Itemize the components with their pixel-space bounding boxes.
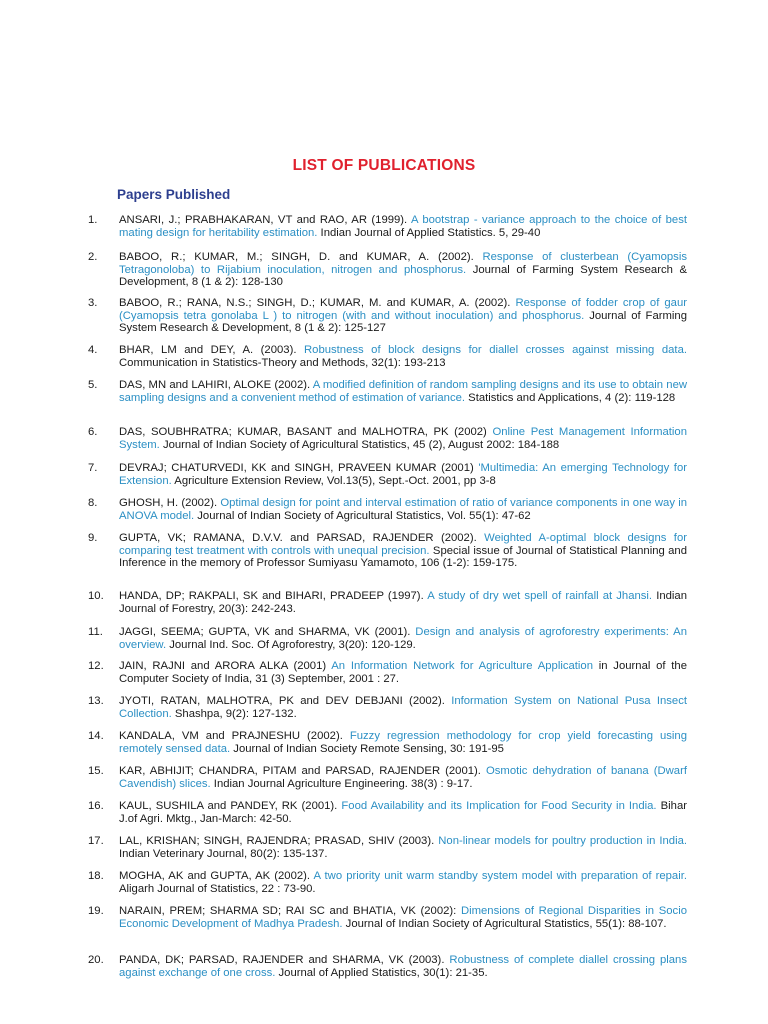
publication-item — [0, 297, 687, 335]
publication-title-link: Robustness of block designs for diallel crosses against missing data. — [304, 344, 687, 356]
publication-number: 18. — [88, 870, 104, 882]
publication-title-link: Response of fodder crop of gaur (Cyamopsis tetra gonolaba L ) to nitrogen (with and without inoculation) and phosphorus. — [119, 297, 688, 322]
publication-item — [0, 251, 687, 289]
publication-number: 2. — [88, 251, 98, 263]
publication-number: 5. — [88, 379, 98, 391]
section-heading: Papers Published — [117, 187, 231, 202]
publication-source: Special issue of Journal of Statistical Planning and Inference in the memory of Professor Sumiyasu Yamamoto, 106 (1-2): 159-175. — [119, 544, 687, 570]
publication-item — [0, 344, 687, 369]
publication-title-link: Robustness of complete diallel crossing plans against exchange of one cross. — [119, 954, 687, 979]
publication-authors: BABOO, R.; KUMAR, M.; SINGH, D. and KUMAR, A. (2002). — [119, 251, 483, 263]
publication-text — [119, 344, 687, 369]
publication-number: 12. — [88, 660, 104, 672]
publication-authors: HANDA, DP; RAKPALI, SK and BIHARI, PRADEEP (1997). — [119, 590, 428, 602]
publication-title-link: A two priority unit warm standby system model with preparation of repair. — [313, 870, 687, 882]
publication-item — [0, 695, 687, 720]
publication-item — [0, 497, 687, 522]
publication-source: in Journal of the Computer Society of India, 31 (3) September, 2001 : 27. — [119, 660, 687, 685]
publication-authors: DAS, MN and LAHIRI, ALOKE (2002). — [119, 379, 313, 391]
publication-number: 15. — [88, 765, 104, 777]
publication-item — [0, 800, 687, 825]
publication-authors: DAS, SOUBHRATRA; KUMAR, BASANT and MALHOTRA, PK (2002) — [119, 426, 493, 438]
publication-text — [119, 462, 687, 487]
publication-title-link: Response of clusterbean (Cyamopsis Tetragonoloba) to Rijabium inoculation, nitrogen and phosphorus. — [119, 251, 687, 276]
publication-text — [119, 214, 687, 239]
publication-authors: GHOSH, H. (2002). — [119, 497, 221, 509]
publication-item — [0, 626, 687, 651]
publication-text — [119, 590, 687, 615]
publication-source: Journal Ind. Soc. Of Agroforestry, 3(20): 120-129. — [166, 638, 416, 651]
publication-number: 10. — [88, 590, 104, 602]
publication-item — [0, 870, 687, 895]
publication-title-link: Food Availability and its Implication for Food Security in India. — [341, 800, 657, 812]
publication-source: Communication in Statistics-Theory and Methods, 32(1): 193-213 — [119, 356, 446, 369]
publication-number: 9. — [88, 532, 98, 544]
publication-authors: GUPTA, VK; RAMANA, D.V.V. and PARSAD, RAJENDER (2002). — [119, 532, 485, 544]
publication-source: Indian Journal of Applied Statistics. 5, 29-40 — [317, 226, 541, 239]
publication-number: 19. — [88, 905, 104, 917]
publication-source: Indian Journal Agriculture Engineering. 38(3) : 9-17. — [210, 777, 473, 790]
publication-title-link: Osmotic dehydration of banana (Dwarf Cavendish) slices. — [119, 765, 687, 790]
publication-text — [119, 870, 687, 895]
publication-item — [0, 835, 687, 860]
publication-title-link: Dimensions of Regional Disparities in Socio Economic Development of Madhya Pradesh. — [119, 905, 687, 930]
publication-title-link: Optimal design for point and interval estimation of ratio of variance components in one way in ANOVA model. — [119, 497, 687, 522]
publication-text — [119, 905, 687, 930]
publication-item — [0, 730, 687, 755]
publication-item — [0, 660, 687, 685]
publication-item — [0, 462, 687, 487]
publication-authors: KANDALA, VM and PRAJNESHU (2002). — [119, 730, 350, 742]
publication-text — [119, 660, 687, 685]
publication-text — [119, 800, 687, 825]
publication-number: 13. — [88, 695, 104, 707]
publication-text — [119, 497, 687, 522]
publication-source: Journal of Applied Statistics, 30(1): 21-35. — [275, 966, 488, 979]
publication-text — [119, 835, 687, 860]
publication-authors: KAUL, SUSHILA and PANDEY, RK (2001). — [119, 800, 342, 812]
publication-authors: PANDA, DK; PARSAD, RAJENDER and SHARMA, VK (2003). — [119, 954, 450, 966]
publication-item — [0, 954, 687, 979]
publication-authors: NARAIN, PREM; SHARMA SD; RAI SC and BHATIA, VK (2002): — [119, 905, 461, 917]
publication-source: Statistics and Applications, 4 (2): 119-128 — [465, 391, 676, 404]
publication-authors: KAR, ABHIJIT; CHANDRA, PITAM and PARSAD, RAJENDER (2001). — [119, 765, 486, 777]
publication-authors: JAGGI, SEEMA; GUPTA, VK and SHARMA, VK (2001). — [119, 626, 416, 638]
publication-number: 4. — [88, 344, 98, 356]
publication-title-link: Online Pest Management Information System. — [119, 426, 687, 451]
publication-text — [119, 765, 687, 790]
publication-authors: MOGHA, AK and GUPTA, AK (2002). — [119, 870, 314, 882]
publication-source: Journal of Indian Society Remote Sensing, 30: 191-95 — [230, 742, 504, 755]
publication-title-link: A modified definition of random sampling designs and its use to obtain new sampling designs and a convenient method of estimation of variance. — [119, 379, 688, 404]
publication-item — [0, 214, 687, 239]
publication-authors: ANSARI, J.; PRABHAKARAN, VT and RAO, AR (1999). — [119, 214, 411, 226]
publication-source: Bihar J.of Agri. Mktg., Jan-March: 42-50. — [119, 800, 687, 825]
publication-text — [119, 532, 687, 570]
publication-text — [119, 297, 687, 335]
publication-text — [119, 954, 687, 979]
publication-source: Indian Veterinary Journal, 80(2): 135-137. — [119, 847, 328, 860]
publication-title-link: A study of dry wet spell of rainfall at Jhansi. — [427, 590, 653, 602]
publication-source: Journal of Farming System Research & Development, 8 (1 & 2): 125-127 — [119, 309, 687, 335]
publication-item — [0, 379, 687, 404]
publication-title-link: 'Multimedia: An emerging Technology for Extension. — [119, 462, 687, 487]
publication-authors: JAIN, RAJNI and ARORA ALKA (2001) — [119, 660, 332, 672]
publication-number: 1. — [88, 214, 98, 226]
publication-authors: LAL, KRISHAN; SINGH, RAJENDRA; PRASAD, SHIV (2003). — [119, 835, 439, 847]
publication-item — [0, 590, 687, 615]
publication-source: Agriculture Extension Review, Vol.13(5), Sept.-Oct. 2001, pp 3-8 — [171, 474, 496, 487]
publication-title-link: Design and analysis of agroforestry experiments: An overview. — [119, 626, 688, 651]
publication-item — [0, 765, 687, 790]
publication-authors: BHAR, LM and DEY, A. (2003). — [119, 344, 304, 356]
publication-number: 17. — [88, 835, 104, 847]
publication-text — [119, 695, 687, 720]
publication-source: Journal of Farming System Research & Development, 8 (1 & 2): 128-130 — [119, 263, 687, 289]
publication-number: 8. — [88, 497, 98, 509]
publication-item — [0, 426, 687, 451]
publication-number: 7. — [88, 462, 98, 474]
publication-source: Indian Journal of Forestry, 20(3): 242-243. — [119, 590, 687, 615]
publication-number: 3. — [88, 297, 98, 309]
publication-text — [119, 626, 687, 651]
publication-text — [119, 251, 687, 289]
publication-authors: BABOO, R.; RANA, N.S.; SINGH, D.; KUMAR, M. and KUMAR, A. (2002). — [119, 297, 516, 309]
publication-title-link: Information System on National Pusa Insect Collection. — [119, 695, 687, 720]
publication-authors: JYOTI, RATAN, MALHOTRA, PK and DEV DEBJANI (2002). — [119, 695, 452, 707]
publication-number: 11. — [88, 626, 103, 638]
publication-item — [0, 905, 687, 930]
publication-authors: DEVRAJ; CHATURVEDI, KK and SINGH, PRAVEEN KUMAR (2001) — [119, 462, 479, 474]
publication-number: 14. — [88, 730, 104, 742]
publication-text — [119, 426, 687, 451]
page-title: LIST OF PUBLICATIONS — [292, 157, 476, 174]
publication-source: Journal of Indian Society of Agricultural Statistics, 45 (2), August 2002: 184-188 — [159, 438, 560, 451]
publication-title-link: Non-linear models for poultry production in India. — [438, 835, 688, 847]
publication-text — [119, 379, 687, 404]
publication-title-link: Fuzzy regression methodology for crop yield forecasting using remotely sensed data. — [119, 730, 687, 755]
publication-source: Aligarh Journal of Statistics, 22 : 73-90. — [119, 882, 316, 895]
publication-text — [119, 730, 687, 755]
publication-source: Shashpa, 9(2): 127-132. — [171, 707, 297, 720]
publication-source: Journal of Indian Society of Agricultural Statistics, 55(1): 88-107. — [342, 917, 667, 930]
publication-source: Journal of Indian Society of Agricultural Statistics, Vol. 55(1): 47-62 — [194, 509, 531, 522]
publication-item — [0, 532, 687, 570]
publication-number: 6. — [88, 426, 98, 438]
publication-title-link: Weighted A-optimal block designs for comparing test treatment with controls with unequal precision. — [119, 532, 687, 557]
publication-number: 16. — [88, 800, 104, 812]
publication-title-link: An Information Network for Agriculture Application — [331, 660, 593, 672]
publication-title-link: A bootstrap - variance approach to the choice of best mating design for heritability estimation. — [119, 214, 687, 239]
publication-number: 20. — [88, 954, 104, 966]
